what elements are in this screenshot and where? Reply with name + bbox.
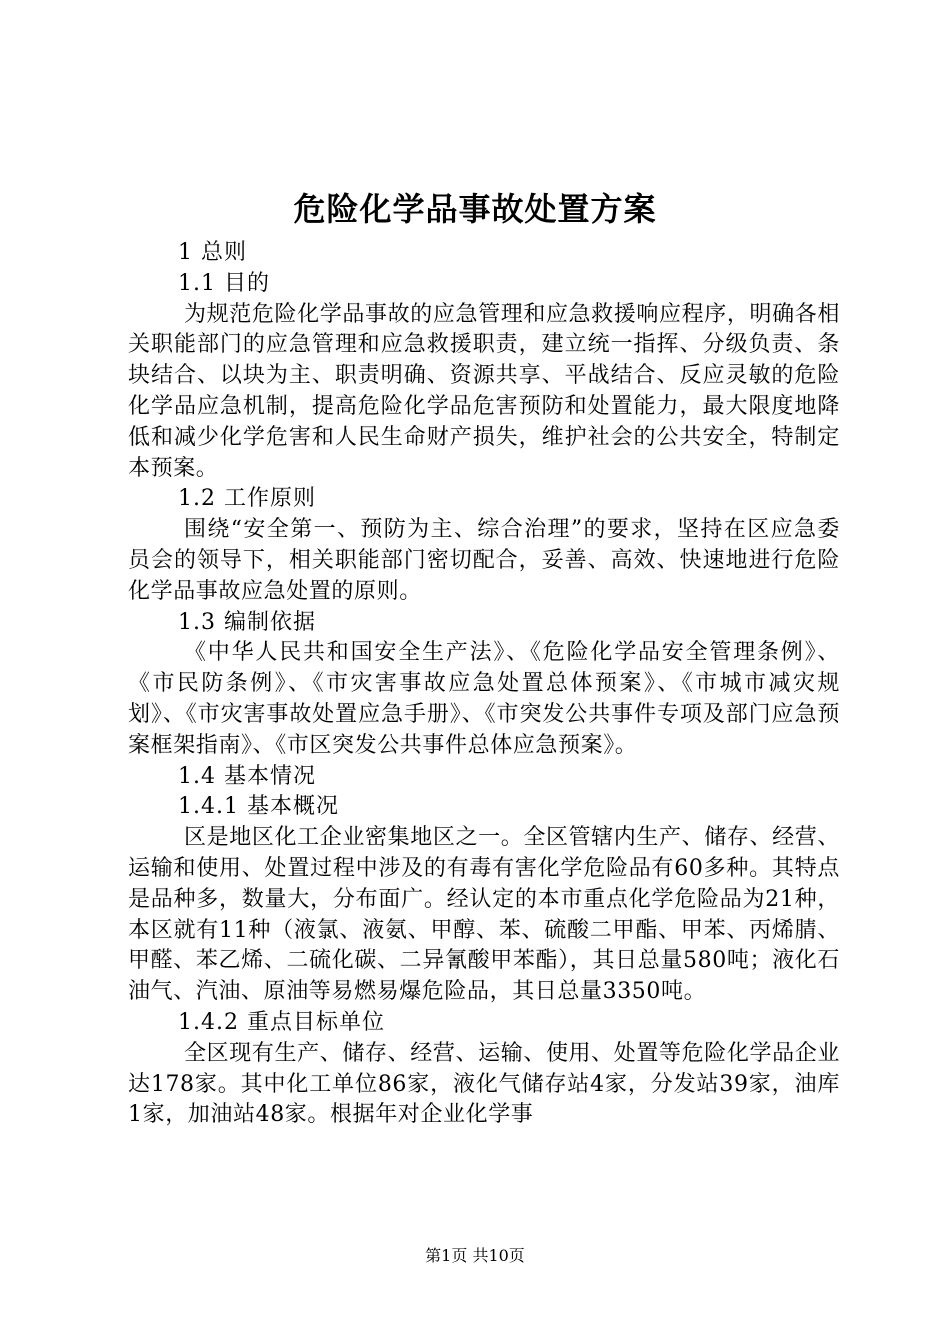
section-heading: 1 总则 — [178, 240, 247, 265]
section-heading: 1.4.2 重点目标单位 — [178, 1009, 385, 1035]
document-title: 危险化学品事故处置方案 — [293, 190, 657, 228]
body-paragraph: 区是地区化工企业密集地区之一。全区管辖内生产、储存、经营、运输和使用、处置过程中涉及的有毒有害化学危险品有60多种。其特点是品种多，数量大，分布面广。经认定的本市重点化学危险品为21种，本区就有11种（液氯、液氨、甲醇、苯、硫酸二甲酯、甲苯、丙烯腈、甲醛、苯乙烯、二硫化碳、二异氰酸甲苯酯），其日总量580吨；液化石油气、汽油、原油等易燃易爆危险品，其日总量3350吨。 — [128, 825, 840, 1005]
section-heading: 1.2 工作原则 — [178, 486, 316, 512]
page-number-footer: 第1页 共10页 — [425, 1246, 525, 1265]
section-heading: 1.4 基本情况 — [178, 763, 316, 789]
body-paragraph: 全区现有生产、储存、经营、运输、使用、处置等危险化学品企业达178家。其中化工单位86家，液化气储存站4家，分发站39家，油库1家，加油站48家。根据年对企业化学事 — [128, 1040, 840, 1128]
body-paragraph: 《中华人民共和国安全生产法》、《危险化学品安全管理条例》、《市民防条例》、《市灾害事故应急处置总体预案》、《市城市减灾规划》、《市灾害事故处置应急手册》、《市突发公共事件专项及部门应急预案框架指南》、《市区突发公共事件总体应急预案》。 — [128, 640, 840, 758]
section-heading: 1.3 编制依据 — [178, 609, 316, 635]
document-body — [128, 238, 840, 1131]
body-paragraph: 为规范危险化学品事故的应急管理和应急救援响应程序，明确各相关职能部门的应急管理和应急救援职责，建立统一指挥、分级负责、条块结合、以块为主、职责明确、资源共享、平战结合、反应灵敏的危险化学品应急机制，提高危险化学品危害预防和处置能力，最大限度地降低和减少化学危害和人民生命财产损失，维护社会的公共安全，特制定本预案。 — [128, 301, 840, 481]
body-paragraph: 围绕“安全第一、预防为主、综合治理”的要求，坚持在区应急委员会的领导下，相关职能部门密切配合，妥善、高效、快速地进行危险化学品事故应急处置的原则。 — [128, 517, 840, 604]
section-heading: 1.4.1 基本概况 — [178, 794, 339, 820]
section-heading: 1.1 目的 — [178, 270, 270, 296]
